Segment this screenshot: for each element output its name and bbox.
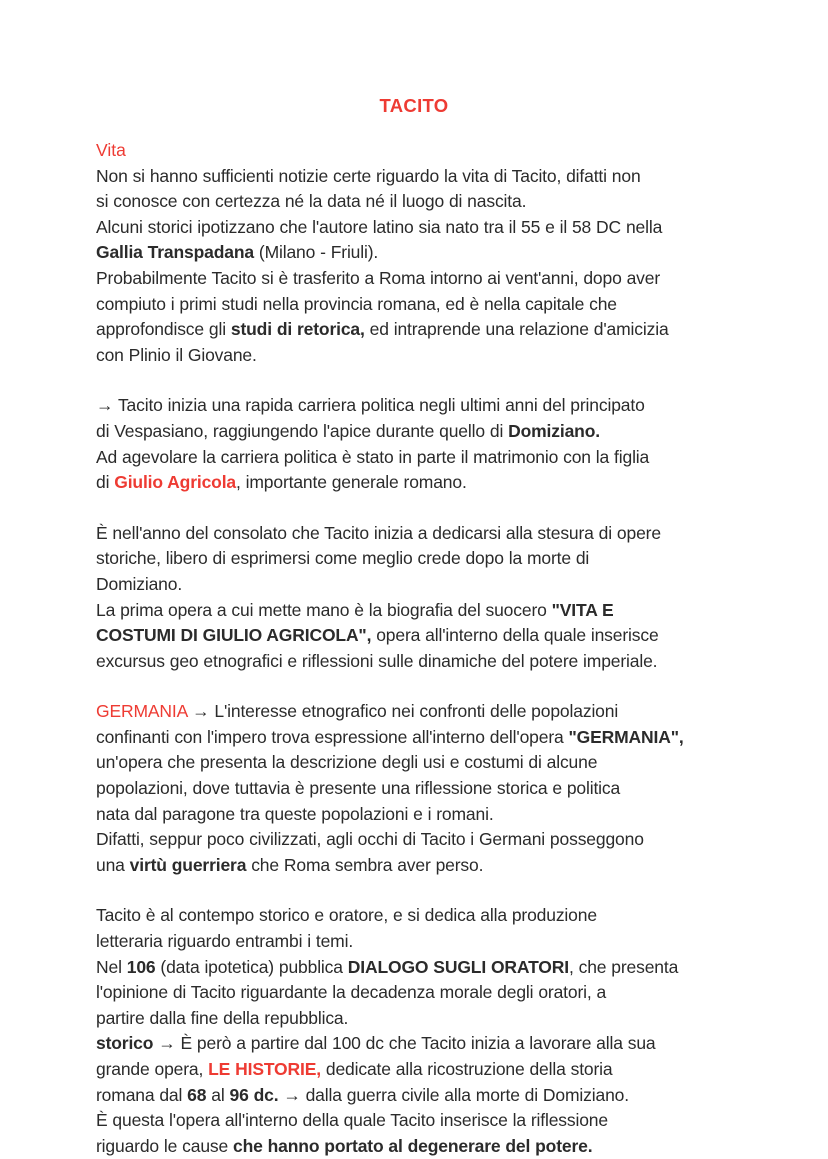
line-text: excursus geo etnografici e riflessioni sulle dinamiche del potere imperiale. — [96, 650, 658, 671]
line-text: romana dal — [96, 1084, 188, 1105]
line-text: La prima opera a cui mette mano è la biografia del suocero — [96, 599, 552, 620]
line-text: confinanti con l'impero trova espressione all'interno dell'opera — [96, 726, 569, 747]
emphasis-studi-di-retorica: studi di retorica, — [230, 319, 365, 340]
line-text: nata dal paragone tra queste popolazioni e i romani. — [96, 803, 494, 824]
line-text: storiche, libero di esprimersi come meglio crede dopo la morte di — [96, 548, 590, 569]
line-text: popolazioni, dove tuttavia è presente una riflessione storica e politica — [96, 778, 621, 799]
emphasis-year-96dc: 96 dc. — [229, 1084, 279, 1105]
highlight-germania-label: GERMANIA — [96, 701, 188, 722]
emphasis-vita-e-costumi-part1: "VITA E — [551, 599, 614, 620]
line-text: riguardo le cause — [96, 1135, 234, 1156]
line-text: Non si hanno sufficienti notizie certe riguardo la vita di Tacito, difatti non — [96, 165, 641, 186]
line-text: dedicate alla ricostruzione della storia — [320, 1059, 613, 1079]
emphasis-degenerare-del-potere: che hanno portato al degenerare del potere. — [233, 1135, 593, 1156]
line-text: che Roma sembra aver perso. — [246, 854, 484, 875]
line-text: → L'interesse etnografico nei confronti delle popolazioni — [187, 701, 619, 722]
emphasis-storico: storico — [96, 1033, 154, 1054]
paragraph-spacer — [96, 368, 736, 393]
line-text: un'opera che presenta la descrizione degli usi e costumi di alcune — [96, 752, 598, 773]
line-text: È questa l'opera all'interno della quale Tacito inserisce la riflessione — [96, 1110, 608, 1131]
line-text: , importante generale romano. — [236, 472, 467, 493]
emphasis-year-106: 106 — [126, 956, 156, 977]
line-text: Nel — [96, 956, 127, 977]
line-text: opera all'interno della quale inserisce — [371, 625, 659, 646]
emphasis-year-68: 68 — [187, 1084, 207, 1105]
line-text: , che presenta — [568, 956, 679, 977]
section-heading-vita: Vita — [96, 140, 126, 160]
line-text: → È però a partire dal 100 dc che Tacito inizia a lavorare alla sua — [153, 1033, 656, 1054]
line-text: di — [96, 472, 115, 493]
line-text: Tacito è al contempo storico e oratore, e si dedica alla produzione — [96, 905, 597, 926]
paragraph-spacer — [96, 878, 736, 903]
line-text: ed intraprende una relazione d'amicizia — [364, 319, 669, 340]
emphasis-domiziano: Domiziano. — [508, 420, 600, 441]
highlight-le-historie: LE HISTORIE, — [208, 1059, 321, 1079]
paragraph-block-3 — [96, 521, 736, 675]
line-text: compiuto i primi studi nella provincia romana, ed è nella capitale che — [96, 293, 617, 314]
line-text: (data ipotetica) pubblica — [155, 956, 348, 977]
highlight-giulio-agricola: Giulio Agricola — [114, 472, 236, 493]
line-text: si conosce con certezza né la data né il luogo di nascita. — [96, 191, 527, 212]
line-text: letteraria riguardo entrambi i temi. — [96, 931, 354, 952]
emphasis-virtu-guerriera: virtù guerriera — [129, 854, 247, 875]
line-text: approfondisce gli — [96, 319, 231, 340]
line-text: con Plinio il Giovane. — [96, 344, 257, 365]
page-title: TACITO — [379, 95, 449, 116]
line-text: partire dalla fine della repubblica. — [96, 1007, 349, 1028]
document-body — [96, 138, 736, 1159]
emphasis-germania-title: "GERMANIA", — [568, 726, 684, 747]
paragraph-block-4 — [96, 699, 736, 878]
line-text: al — [206, 1084, 230, 1105]
line-text: Alcuni storici ipotizzano che l'autore latino sia nato tra il 55 e il 58 DC nella — [96, 216, 663, 237]
line-text: → dalla guerra civile alla morte di Domiziano. — [278, 1084, 629, 1105]
line-text: Domiziano. — [96, 573, 183, 594]
line-text: Ad agevolare la carriera politica è stato in parte il matrimonio con la figlia — [96, 446, 650, 467]
line-text: Probabilmente Tacito si è trasferito a Roma intorno ai vent'anni, dopo aver — [96, 267, 661, 288]
line-text: una — [96, 854, 130, 875]
emphasis-dialogo-sugli-oratori: DIALOGO SUGLI ORATORI — [347, 956, 569, 977]
emphasis-vita-e-costumi-part2: COSTUMI DI GIULIO AGRICOLA", — [96, 625, 372, 646]
paragraph-block-2 — [96, 393, 736, 495]
line-text: di Vespasiano, raggiungendo l'apice durante quello di — [96, 420, 509, 441]
emphasis-gallia-transpadana: Gallia Transpadana — [96, 242, 254, 263]
line-text: grande opera, — [96, 1059, 209, 1079]
line-text: È nell'anno del consolato che Tacito inizia a dedicarsi alla stesura di opere — [96, 522, 661, 543]
line-text: l'opinione di Tacito riguardante la decadenza morale degli oratori, a — [96, 982, 607, 1003]
paragraph-spacer — [96, 674, 736, 699]
line-text: Difatti, seppur poco civilizzati, agli occhi di Tacito i Germani posseggono — [96, 829, 644, 850]
paragraph-block-5 — [96, 903, 736, 1159]
paragraph-block-1 — [96, 164, 736, 369]
line-text: → Tacito inizia una rapida carriera politica negli ultimi anni del principato — [96, 395, 645, 416]
paragraph-spacer — [96, 496, 736, 521]
line-text: (Milano - Friuli). — [253, 242, 379, 263]
